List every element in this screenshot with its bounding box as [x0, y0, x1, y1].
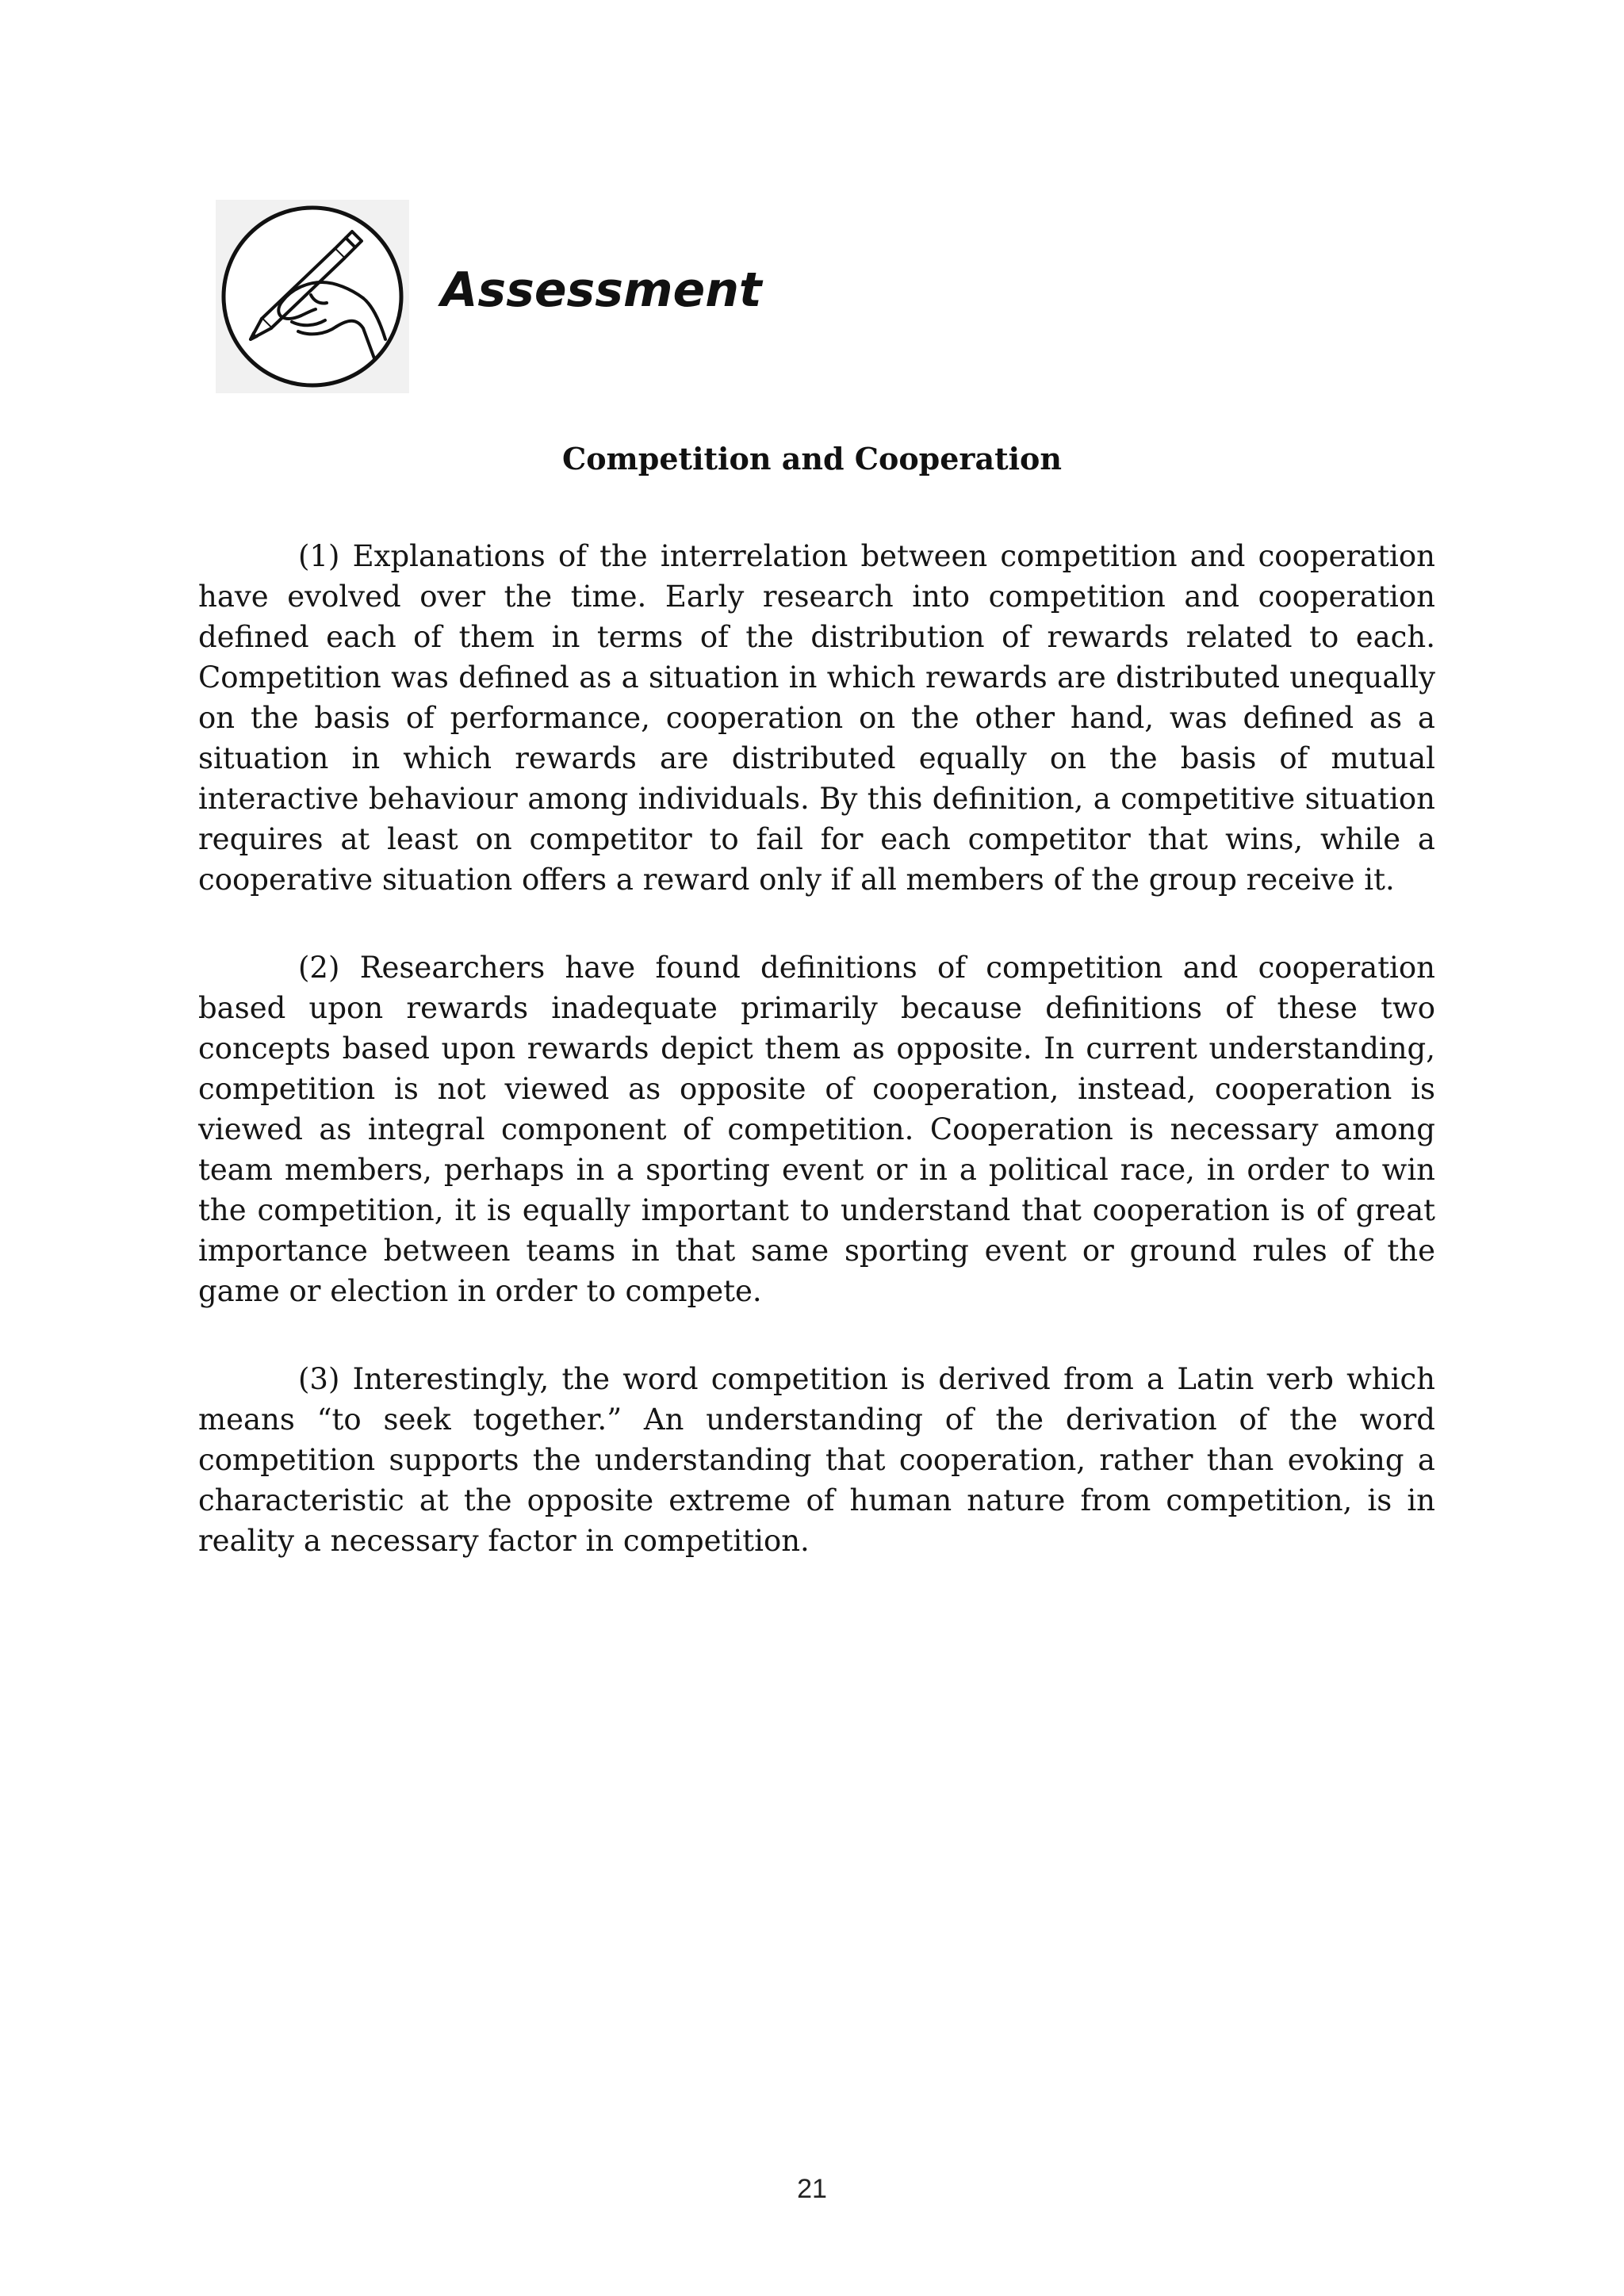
- hand-writing-pencil-icon: [216, 200, 409, 393]
- section-title: Assessment: [441, 262, 762, 318]
- article-title: Competition and Cooperation: [561, 441, 1063, 476]
- paragraph-3: (3) Interestingly, the word competition is derived from a Latin verb which means “to seek together.” An understanding of the derivation of the word competition supports the understanding that cooperation, rather than evoking a characteristic at the opposite extreme of human nature from competition, is in reality a necessary factor in competition.: [198, 1362, 1435, 1558]
- paragraph-1: (1) Explanations of the interrelation between competition and cooperation have evolved over the time. Early research into competition and cooperation defined each of them in terms of the distribution of rewards related to each. Competition was defined as a situation in which rewards are distributed unequally on the basis of performance, cooperation on the other hand, was defined as a situation in which rewards are distributed equally on the basis of mutual interactive behaviour among individuals. By this definition, a competitive situation requires at least on competitor to fail for each competitor that wins, while a cooperative situation offers a reward only if all members of the group receive it.: [198, 539, 1435, 897]
- article-body: [198, 536, 1435, 1609]
- paragraph-2: (2) Researchers have found definitions of competition and cooperation based upon rewards inadequate primarily because definitions of these two concepts based upon rewards depict them as opposite. In current understanding, competition is not viewed as opposite of cooperation, instead, cooperation is viewed as integral component of competition. Cooperation is necessary among team members, perhaps in a sporting event or in a political race, in order to win the competition, it is equally important to understand that cooperation is of great importance between teams in that same sporting event or ground rules of the game or election in order to compete.: [198, 951, 1435, 1308]
- page-number: 21: [797, 2174, 827, 2204]
